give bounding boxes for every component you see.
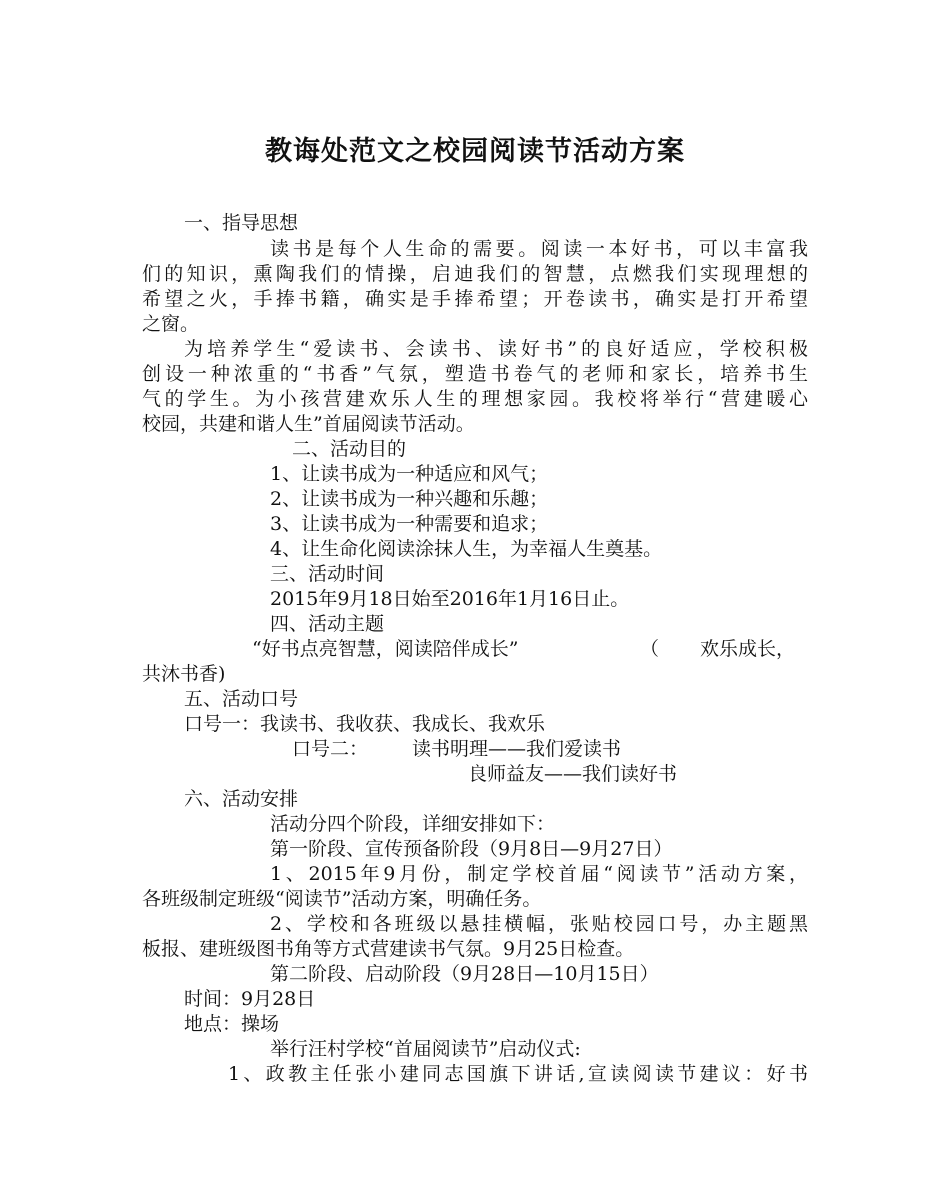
document-title: 教诲处范文之校园阅读节活动方案 [265,136,685,167]
activity-time-text: 2015年9月18日始至2016年1月16日止。 [270,588,630,610]
heading-guiding-ideology: 一、指导思想 [184,212,299,234]
slogan-one: 口号一：我读书、我收获、我成长、我欢乐 [184,713,546,735]
list-item: 4、让生命化阅读涂抹人生，为幸福人生奠基。 [270,538,663,560]
heading-activity-arrangement: 六、活动安排 [184,788,299,810]
theme-subtext-cont: 共沐书香) [142,663,226,685]
paragraph-line: 们的知识，熏陶我们的情操，启迪我们的智慧，点燃我们实现理想的 [142,263,808,285]
heading-activity-slogan: 五、活动口号 [184,688,299,710]
slogan-two-label: 口号二： [292,738,369,760]
paragraph-line: 板报、建班级图书角等方式营建读书气氛。9月25日检查。 [142,938,635,960]
ceremony-item: 1、政教主任张小建同志国旗下讲话,宣读阅读节建议：好书 [228,1063,808,1085]
list-item: 2、让读书成为一种兴趣和乐趣； [270,488,549,510]
heading-activity-purpose: 二、活动目的 [292,438,407,460]
paragraph-line: 读书是每个人生命的需要。阅读一本好书，可以丰富我 [270,238,808,260]
paragraph-line: 之窗。 [142,313,200,335]
slogan-two-line-2: 良师益友——我们读好书 [468,763,678,785]
list-item: 3、让读书成为一种需要和追求； [270,513,549,535]
heading-activity-time: 三、活动时间 [270,563,385,585]
heading-activity-theme: 四、活动主题 [270,613,385,635]
stage-two-time: 时间：9月28日 [184,988,316,1010]
theme-paren: （ [640,638,660,660]
slogan-two-line-1: 读书明理——我们爱读书 [412,738,622,760]
paragraph-line: 为培养学生“爱读书、会读书、读好书”的良好适应，学校积极 [184,338,808,360]
paragraph-line: 气的学生。为小孩营建欢乐人生的理想家园。我校将举行“营建暖心 [142,388,808,410]
paragraph-line: 创设一种浓重的“书香”气氛，塑造书卷气的老师和家长，培养书生 [142,363,808,385]
theme-text: “好书点亮智慧，阅读陪伴成长” [252,638,519,660]
paragraph-line: 1、2015年9月份，制定学校首届“阅读节”活动方案， [270,863,808,885]
paragraph-line: 各班级制定班级“阅读节”活动方案，明确任务。 [142,888,542,910]
paragraph-line: 校园，共建和谐人生”首届阅读节活动。 [142,413,475,435]
stage-two-heading: 第二阶段、启动阶段（9月28日—10月15日） [270,963,659,985]
paragraph-line: 希望之火，手捧书籍，确实是手捧希望；开卷读书，确实是打开希望 [142,288,808,310]
theme-subtext: 欢乐成长， [700,638,796,660]
stage-two-location: 地点：操场 [184,1013,280,1035]
paragraph-line: 2、学校和各班级以悬挂横幅，张贴校园口号，办主题黑 [270,913,808,935]
stage-one-heading: 第一阶段、宣传预备阶段（9月8日—9月27日） [270,838,673,860]
arrangement-intro: 活动分四个阶段，详细安排如下： [270,813,556,835]
ceremony-intro: 举行汪村学校“首届阅读节”启动仪式: [270,1038,581,1060]
list-item: 1、让读书成为一种适应和风气； [270,463,549,485]
